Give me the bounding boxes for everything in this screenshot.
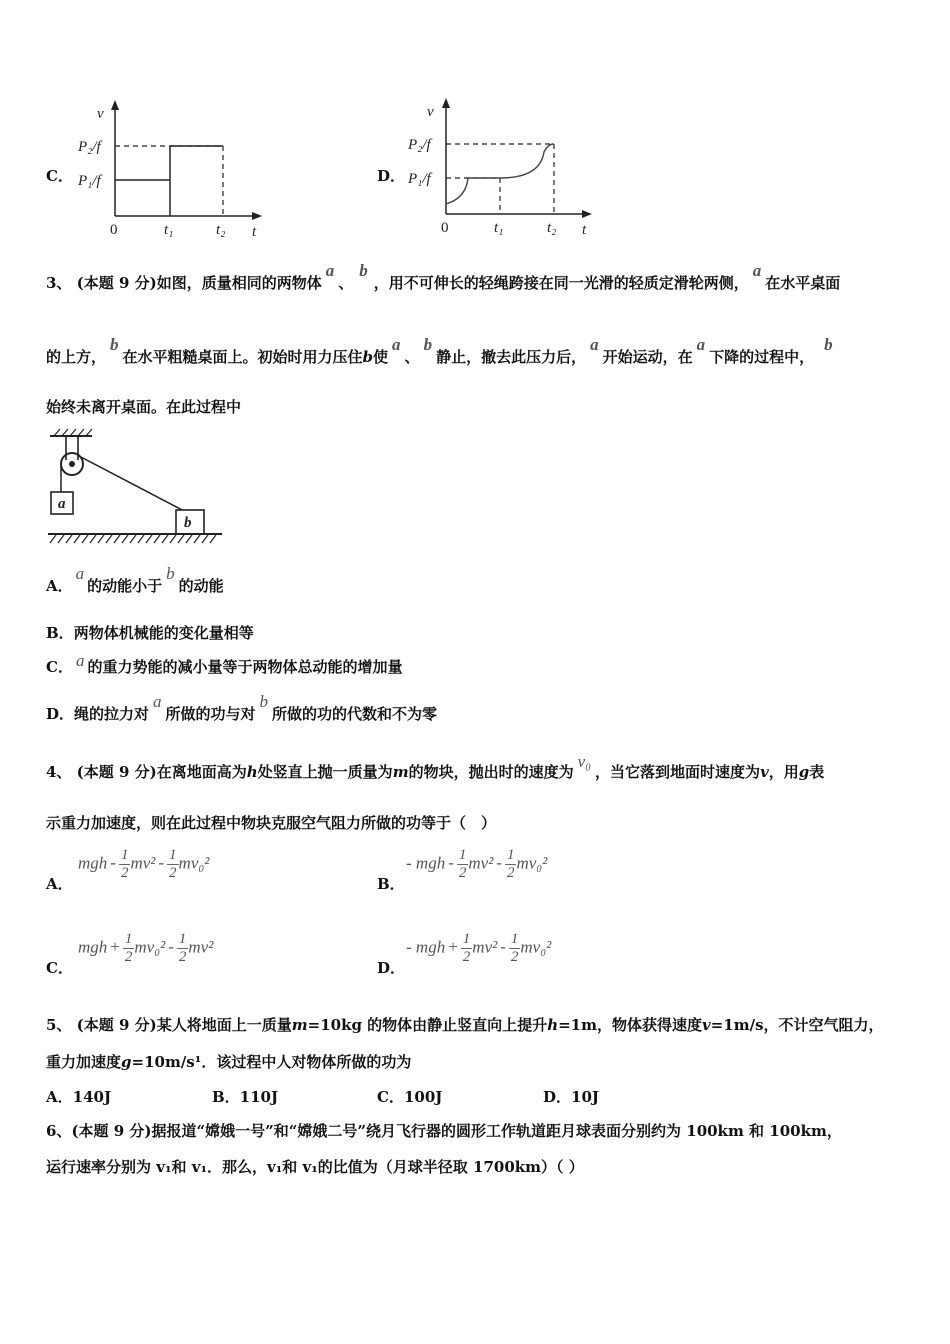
graph-c-ytick-low: P₁/f [78,173,101,189]
fraction: $\frac{1}{2}$ [178,931,187,965]
q3-line-3: 始终未离开桌面。在此过程中 [46,398,242,416]
q4-option-a-label[interactable]: A． [46,875,73,893]
q3-points: (本题 9 分) [76,274,157,292]
graph-c [70,96,270,246]
graph-d-xtick-1: t₁ [494,220,504,236]
graph-d-x-arrow [582,210,592,218]
graph-c-xtick-2: t₂ [216,222,226,238]
q5-option-d[interactable]: D．10J [543,1088,599,1106]
q4-option-b-label[interactable]: B． [377,875,405,893]
q4-text: ，当它落到地面时速度为 [595,763,761,781]
option-text: 所做的功与对 [165,705,256,723]
graph-d-x-label: t [582,222,587,238]
formula-term: mv₀² [520,937,552,957]
formula-term: - mgh [406,937,446,957]
symbol-b: b [359,261,368,280]
q4-number: 4、 [46,763,72,781]
formula-op: - [168,937,174,957]
option-label: A． [46,577,73,595]
formula-term: mv² [130,853,156,873]
q5-text: 某人将地面上一质量 [156,1016,292,1034]
graph-d-origin: 0 [441,220,449,236]
q3-line-1 [46,261,841,293]
q5-number: 5、 [46,1016,72,1034]
q4-line-1 [46,752,825,782]
q5-var: h [547,1016,559,1034]
q3-number: 3、 [46,274,72,292]
symbol-v0: v₀ [577,752,592,771]
option-label: B． [46,624,74,642]
graph-c-x-arrow [252,212,262,220]
q5-text: 重力加速度 [46,1053,122,1071]
formula-op: + [448,937,458,957]
q3-option-d[interactable] [46,692,438,724]
q6-text: (本题 9 分)据报道“嫦娥一号”和“嫦娥二号”绕月飞行器的圆形工作轨道距月球表面分别约为 100km 和 100km， [71,1122,842,1140]
option-text: 的重力势能的减小量等于两物体总动能的增加量 [87,658,403,676]
symbol-a: a [153,692,162,711]
q3-text: 在水平粗糙桌面上。初始时用力压住 [122,348,363,366]
q6-line-1 [46,1121,842,1141]
fraction: $\frac{1}{2}$ [506,847,515,881]
rope-diagonal [79,456,186,512]
q4-var: g [798,763,810,781]
q6-number: 6、 [46,1122,72,1140]
symbol-a: a [752,261,762,280]
fraction: $\frac{1}{2}$ [458,847,467,881]
fraction: $\frac{1}{2}$ [510,931,519,965]
formula-op: - [158,853,165,873]
q5-line-1 [46,1015,884,1035]
q3-text: 、 [338,274,354,292]
graph-d-y-arrow [442,98,450,108]
graph-d-y-label: v [427,104,434,120]
formula-term: mv² [472,937,498,957]
q6-line-2: 运行速率分别为 v₁和 v₁．那么，v₁和 v₁的比值为（月球半径取 1700km）（ ） [46,1158,584,1176]
graph-c-x-label: t [252,224,257,240]
q3-text: 、 [404,348,420,366]
option-text: 的动能 [178,577,224,595]
symbol-b: b [166,564,175,583]
q4-text: 处竖直上抛一质量为 [257,763,393,781]
symbol-b: b [824,335,833,354]
option-label: D． [46,705,75,723]
q4-text: 表 [809,763,825,781]
q5-line-2 [46,1052,411,1072]
q5-option-b[interactable]: B．110J [212,1088,279,1106]
q5-option-a[interactable]: A．140J [46,1088,112,1106]
q3-line-2 [46,335,833,367]
symbol-a: a [75,651,85,670]
q4-option-c-label[interactable]: C． [46,959,73,977]
q4-option-d-formula [406,931,551,966]
pulley-figure [46,428,226,550]
q3-option-b[interactable] [46,623,254,643]
formula-term: mv₀² [178,853,210,873]
q3-text: 在水平桌面 [765,274,841,292]
q3-text: 使 [373,348,389,366]
q4-var: v [760,763,769,781]
symbol-a: a [325,261,335,280]
q3-text: 静止，撤去此压力后， [436,348,587,366]
formula-term: mv₀² [134,937,166,957]
q4-text: ，用 [768,763,799,781]
formula-op: - [496,853,502,873]
q3-text: 开始运动，在 [602,348,693,366]
q5-text: =10m/s¹．该过程中人对物体所做的功为 [131,1053,412,1071]
option-text: 所做的功的代数和不为零 [272,705,438,723]
q5-var: g [121,1053,132,1071]
q5-text: =1m/s，不计空气阻力， [710,1016,884,1034]
graph-d-ytick-high: P₂/f [408,137,431,153]
q3-text: ，用不可伸长的轻绳跨接在同一光滑的轻质定滑轮两侧， [373,274,749,292]
formula-term: mgh [78,937,108,957]
graph-d [400,94,600,244]
formula-term: mv₀² [516,853,548,873]
formula-term: - mgh [406,853,446,873]
graph-d-curve [446,144,554,204]
symbol-b: b [259,692,269,711]
q5-points: (本题 9 分) [76,1016,157,1034]
q4-option-a-formula [78,847,209,882]
formula-op: - [500,937,506,957]
graph-c-y-arrow [111,100,119,110]
option-text: 两物体机械能的变化量相等 [73,624,254,642]
q5-var: v [702,1016,711,1034]
graph-d-ytick-low: P₁/f [408,171,431,187]
formula-term: mv² [188,937,214,957]
graph-c-xtick-1: t₁ [164,222,174,238]
option-c-label: C． [46,167,73,185]
q4-option-c-formula [78,931,213,966]
symbol-a: a [392,335,401,354]
option-text: 绳的拉力对 [74,705,150,723]
fraction: $\frac{1}{2}$ [169,847,177,881]
q3-text: 下降的过程中， [709,348,815,366]
graph-d-xtick-2: t₂ [547,220,557,236]
q4-option-d-label[interactable]: D． [377,959,406,977]
fraction: $\frac{1}{2}$ [120,847,129,881]
q5-text: =10kg 的物体由静止竖直向上提升 [307,1016,548,1034]
graph-c-y-label: v [97,106,104,122]
fraction: $\frac{1}{2}$ [462,931,471,965]
q3-option-c[interactable] [46,651,403,677]
formula-op: - [448,853,454,873]
symbol-b: b [423,335,433,354]
symbol-b: b [110,335,119,354]
formula-term: mgh [78,853,108,873]
symbol-a: a [696,335,706,354]
graph-c-ytick-high: P₂/f [78,139,101,155]
q5-var: m [291,1016,308,1034]
q4-option-b-formula [406,847,547,882]
option-d-label: D． [377,167,406,185]
block-b-label: b [184,515,192,531]
option-text: 的动能小于 [87,577,163,595]
q4-text: 的物块，抛出时的速度为 [408,763,574,781]
q3-text: 的上方， [46,348,107,366]
ceiling-hatch [54,429,92,436]
formula-term: mv² [468,853,494,873]
symbol-a: a [75,564,85,583]
formula-op: + [110,937,120,957]
pulley-axle [69,461,75,467]
q4-line-2: 示重力加速度，则在此过程中物块克服空气阻力所做的功等于（ ） [46,814,497,832]
q5-option-c[interactable]: C．100J [377,1088,443,1106]
option-label: C． [46,658,73,676]
q5-text: =1m，物体获得速度 [558,1016,702,1034]
q4-points: (本题 9 分) [76,763,157,781]
q3-text: 如图，质量相同的两物体 [156,274,322,292]
q4-text: 在离地面高为 [156,763,247,781]
q4-var: m [392,763,409,781]
formula-op: - [110,853,116,873]
symbol-a: a [590,335,599,354]
q3-text: b [362,348,374,366]
q3-option-a[interactable] [46,564,224,596]
block-a-label: a [58,496,66,512]
q4-var: h [246,763,258,781]
ground-hatch [50,535,216,543]
graph-c-origin: 0 [110,222,118,238]
fraction: $\frac{1}{2}$ [124,931,133,965]
